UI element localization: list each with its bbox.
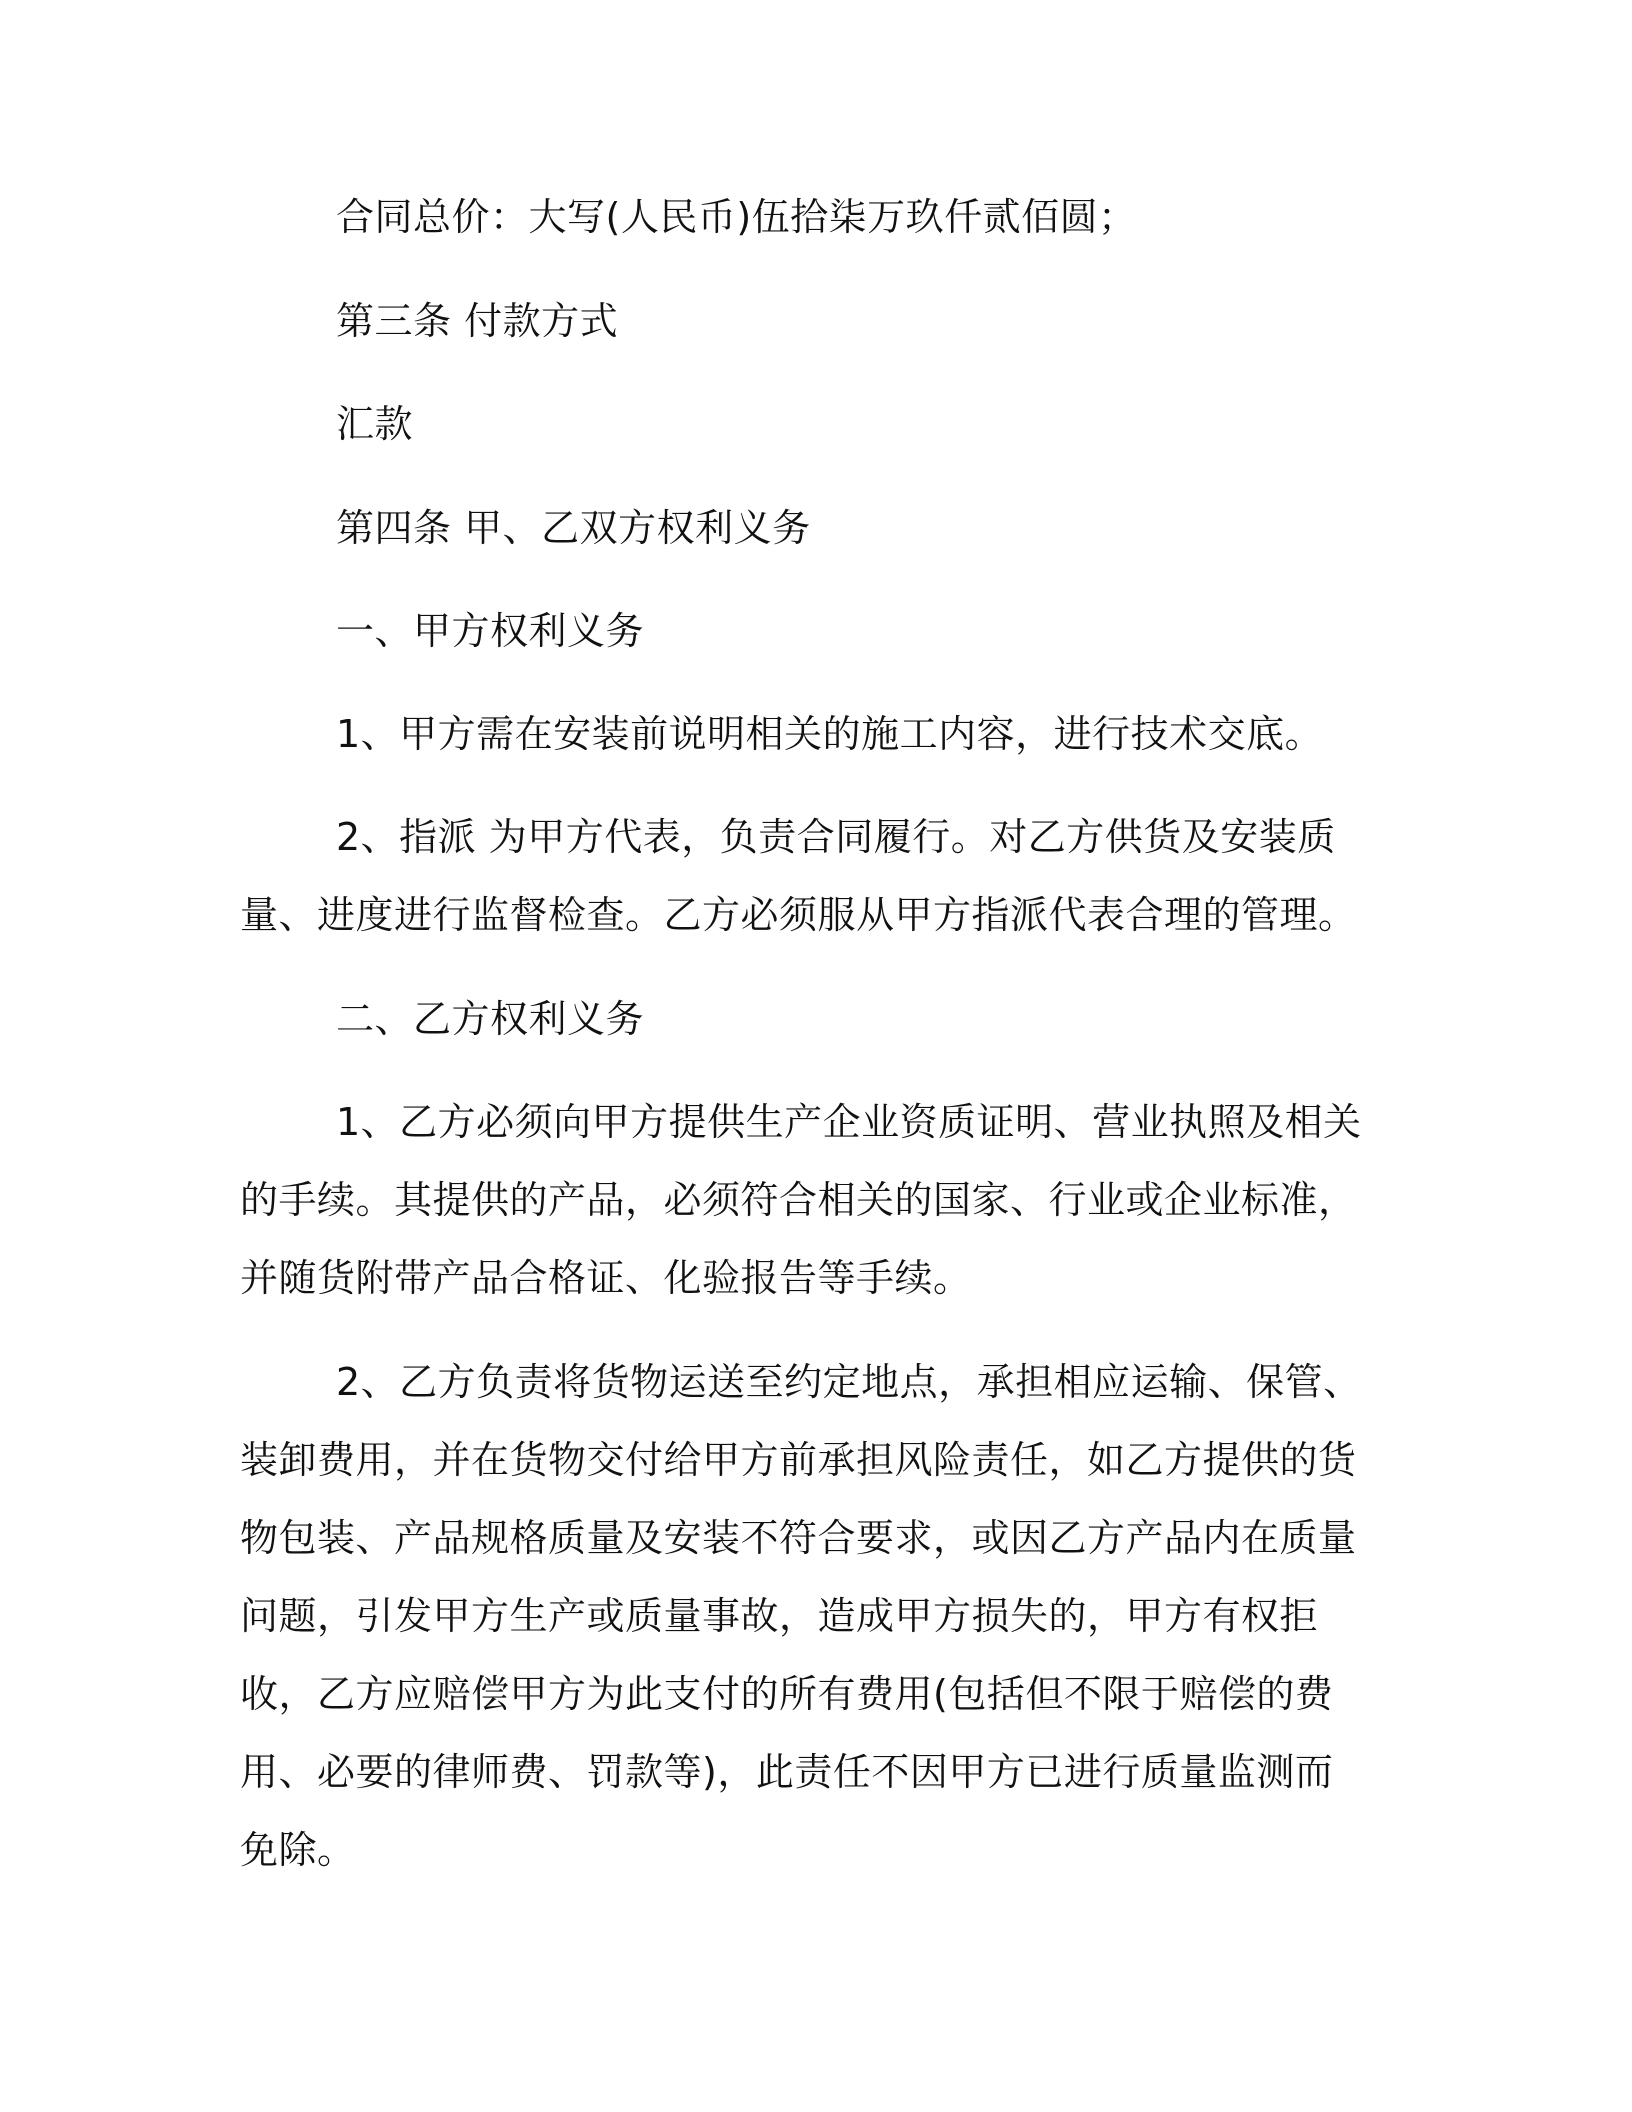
party-b-heading: 二、乙方权利义务 xyxy=(336,997,645,1041)
article-3-heading: 第三条 付款方式 xyxy=(336,299,619,343)
payment-method: 汇款 xyxy=(336,402,414,446)
article-4-heading: 第四条 甲、乙双方权利义务 xyxy=(336,506,811,550)
party-a-item-1: 1、甲方需在安装前说明相关的施工内容，进行技术交底。 xyxy=(336,712,1324,756)
party-b-item-1: 1、乙方必须向甲方提供生产企业资质证明、营业执照及相关的手续。其提供的产品，必须符合相关的国家、行业或企业标准，并随货附带产品合格证、化验报告等手续。 xyxy=(240,1100,1362,1300)
party-a-item-2: 2、指派 为甲方代表，负责合同履行。对乙方供货及安装质量、进度进行监督检查。乙方必须服从甲方指派代表合理的管理。 xyxy=(240,815,1357,937)
party-a-heading: 一、甲方权利义务 xyxy=(336,609,645,653)
contract-total-price: 合同总价：大写(人民币)伍拾柒万玖仟贰佰圆； xyxy=(336,195,1137,239)
party-b-item-2: 2、乙方负责将货物运送至约定地点，承担相应运输、保管、装卸费用，并在货物交付给甲方前承担风险责任，如乙方提供的货物包装、产品规格质量及安装不符合要求，或因乙方产品内在质量问题，引发甲方生产或质量事故，造成甲方损失的，甲方有权拒收，乙方应赔偿甲方为此支付的所有费用(包括但不限于赔偿的费用、必要的律师费、罚款等)，此责任不因甲方已进行质量监测而免除。 xyxy=(240,1360,1362,1872)
